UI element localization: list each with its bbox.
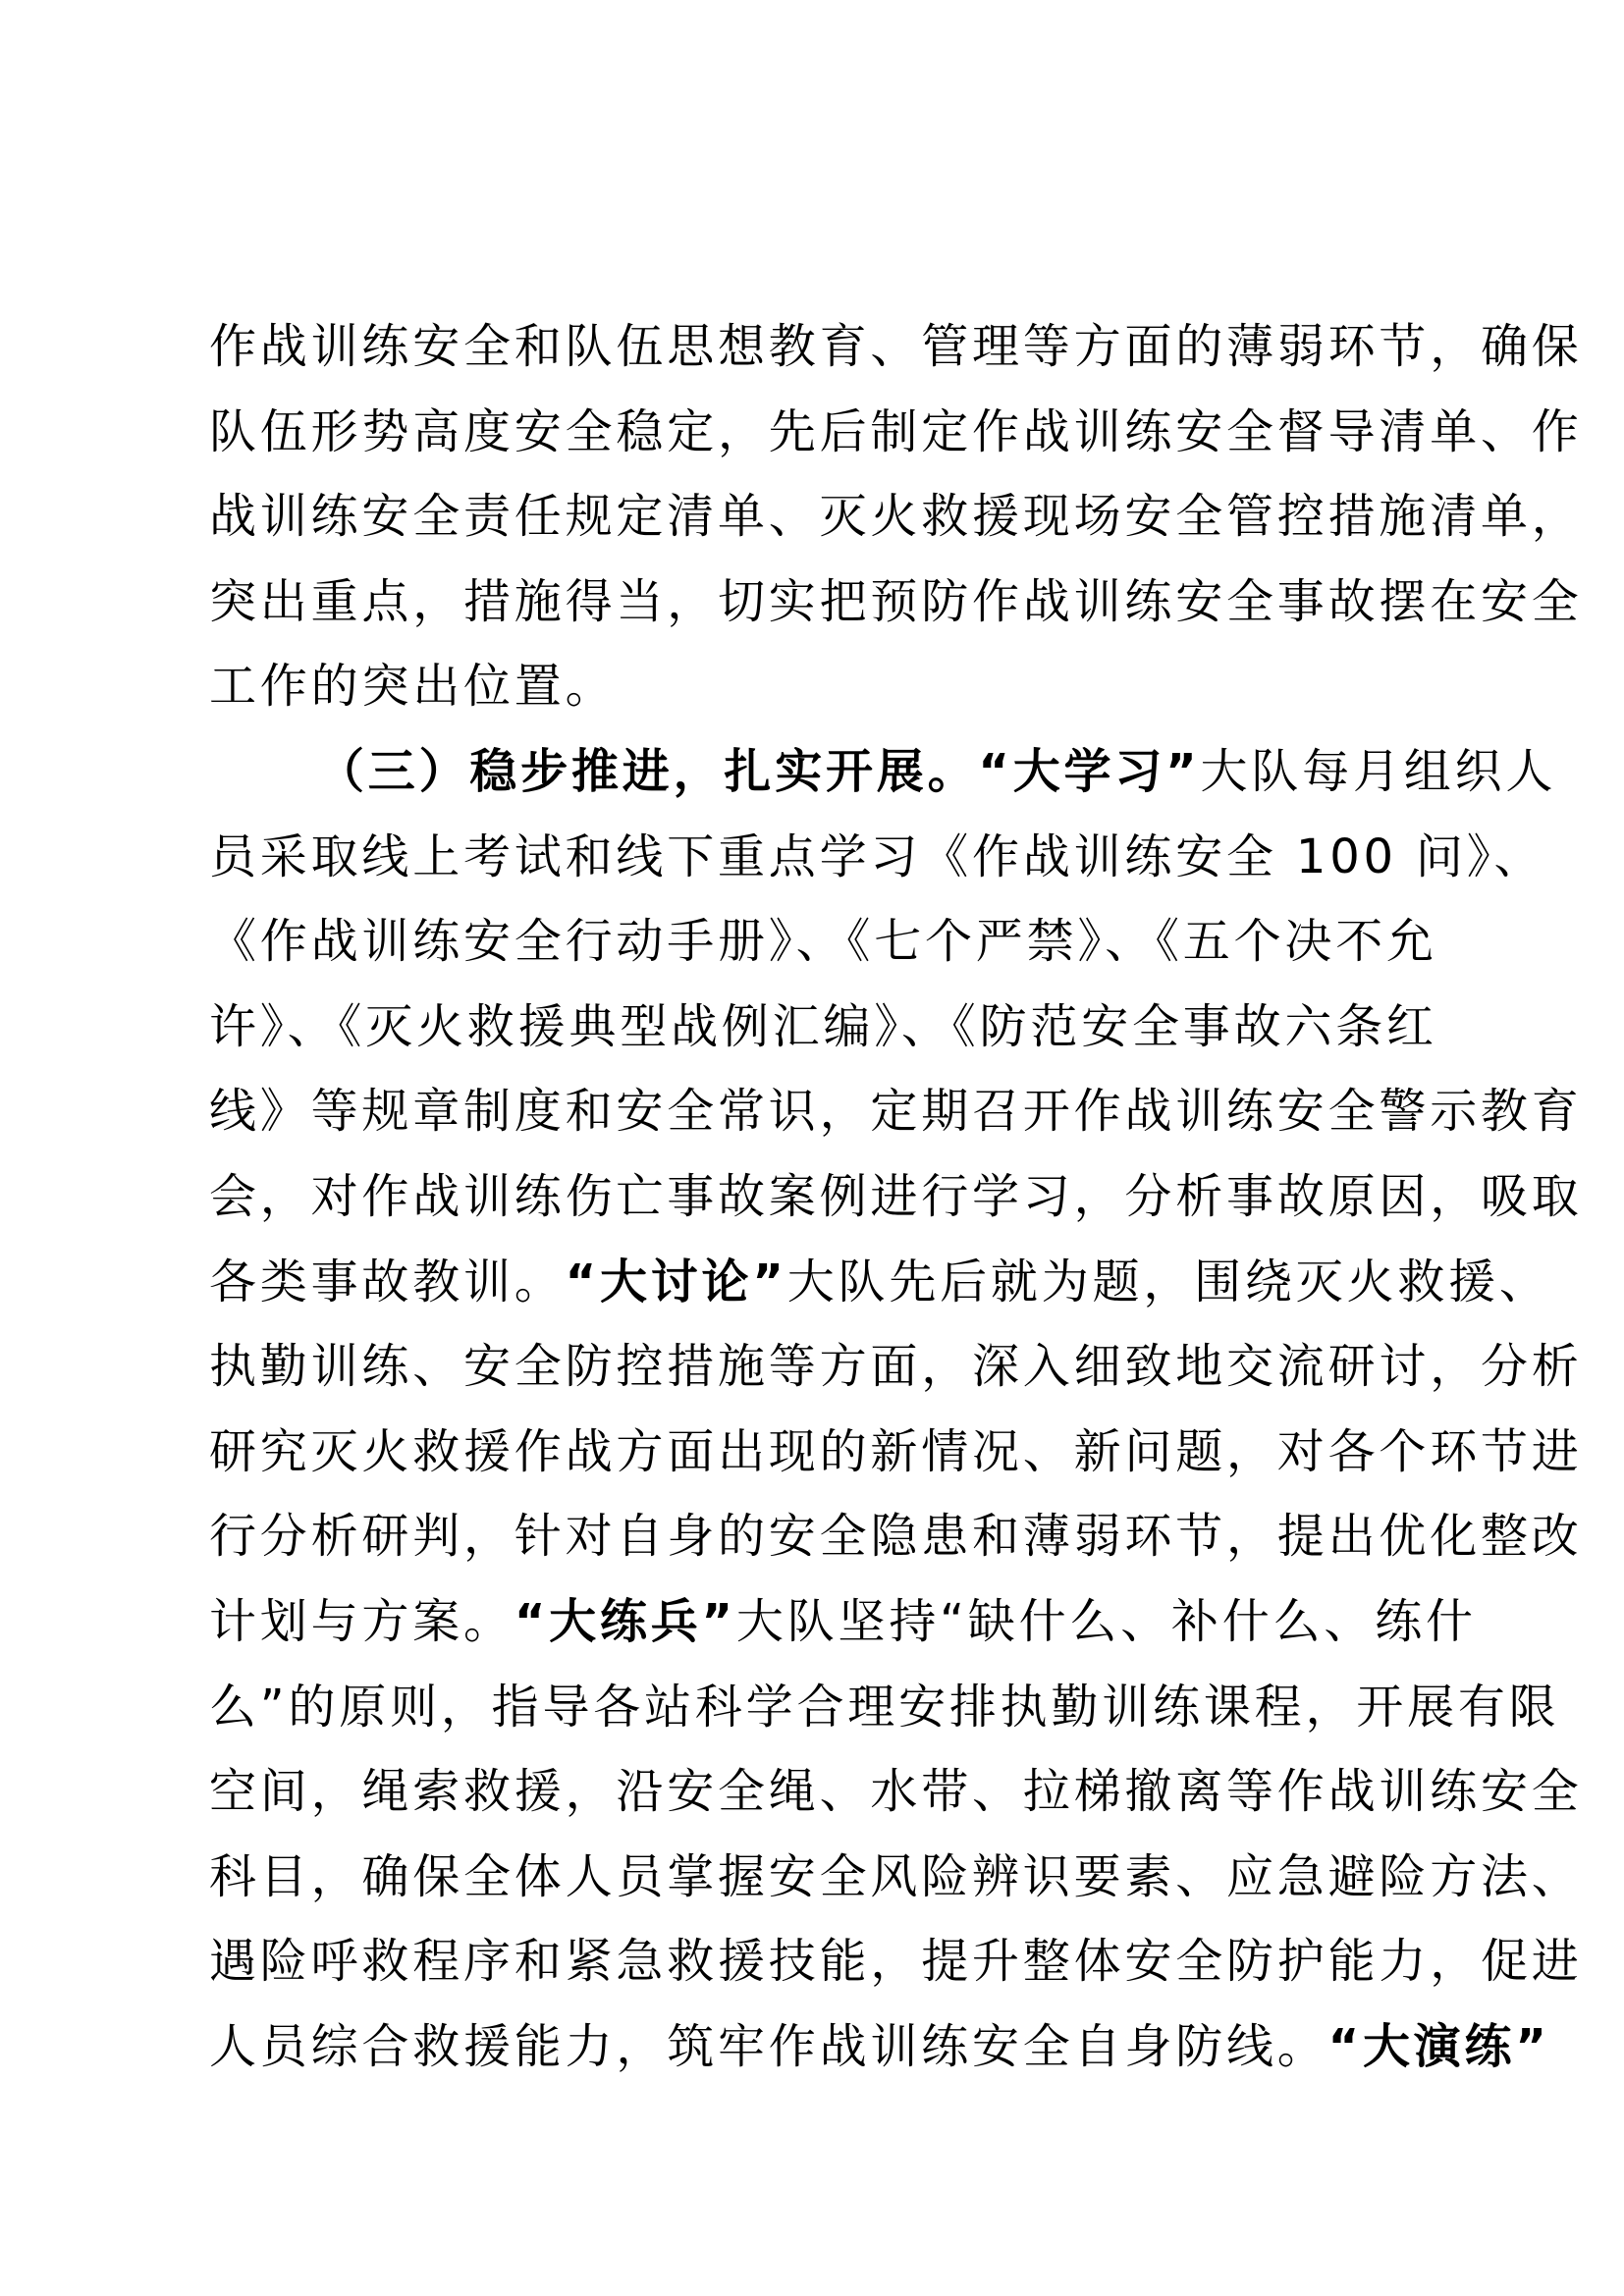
keyword-big-drill: “大演练” [1327,2018,1550,2074]
text-line: 执勤训练、安全防控措施等方面，深入细致地交流研讨，分析 [209,1339,1583,1395]
text-line [209,729,1557,815]
text-line [209,1240,1550,1325]
text-span: 大队每月组织人 [1200,743,1557,799]
text-line: 作战训练安全和队伍思想教育、管理等方面的薄弱环节，确保 [209,319,1583,374]
text-line: 工作的突出位置。 [209,659,617,715]
text-line: 会，对作战训练伤亡事故案例进行学习，分析事故原因，吸取 [209,1168,1583,1224]
text-line: 遇险呼救程序和紧急救援技能，提升整体安全防护能力，促进 [209,1934,1583,1990]
text-line: 突出重点，措施得当，切实把预防作战训练安全事故摆在安全 [209,573,1583,629]
text-span: 大队先后就为题，围绕灭火救援、 [786,1254,1550,1309]
text-span: 大队坚持“缺什么、补什么、练什 [735,1593,1477,1649]
text-line [209,1579,1477,1665]
text-line: 科目，确保全体人员掌握安全风险辨识要素、应急避险方法、 [209,1848,1583,1904]
text-line [209,2004,1550,2090]
text-line: 《作战训练安全行动手册》、《七个严禁》、《五个决不允 [209,914,1437,970]
text-line: 战训练安全责任规定清单、灭火救援现场安全管控措施清单， [209,489,1583,545]
text-line: 么”的原则，指导各站科学合理安排执勤训练课程，开展有限 [209,1679,1560,1735]
paragraph-safety-measures [209,304,1583,729]
keyword-big-discussion: “大讨论” [565,1254,787,1309]
text-span: 计划与方案。 [209,1593,514,1649]
text-line: 队伍形势高度安全稳定，先后制定作战训练安全督导清单、作 [209,403,1583,459]
text-line: 线》等规章制度和安全常识，定期召开作战训练安全警示教育 [209,1084,1583,1140]
text-line: 空间，绳索救援，沿安全绳、水带、拉梯撤离等作战训练安全 [209,1764,1583,1820]
text-span: 各类事故教训。 [209,1254,566,1309]
text-span: 人员综合救援能力，筑牢作战训练安全自身防线。 [209,2018,1328,2074]
section-heading: （三）稳步推进，扎实开展。 [317,743,979,799]
text-line: 员采取线上考试和线下重点学习《作战训练安全 100 问》、 [209,828,1545,884]
text-line: 许》、《灭火救援典型战例汇编》、《防范安全事故六条红 [209,998,1437,1054]
keyword-big-training: “大练兵” [514,1593,736,1649]
text-line: 研究灭火救援作战方面出现的新情况、新问题，对各个环节进 [209,1423,1583,1479]
text-line: 行分析研判，针对自身的安全隐患和薄弱环节，提出优化整改 [209,1509,1583,1565]
document-page [209,304,1583,2089]
paragraph-steady-progress [209,729,1583,2090]
keyword-big-study: “大学习” [978,743,1201,799]
